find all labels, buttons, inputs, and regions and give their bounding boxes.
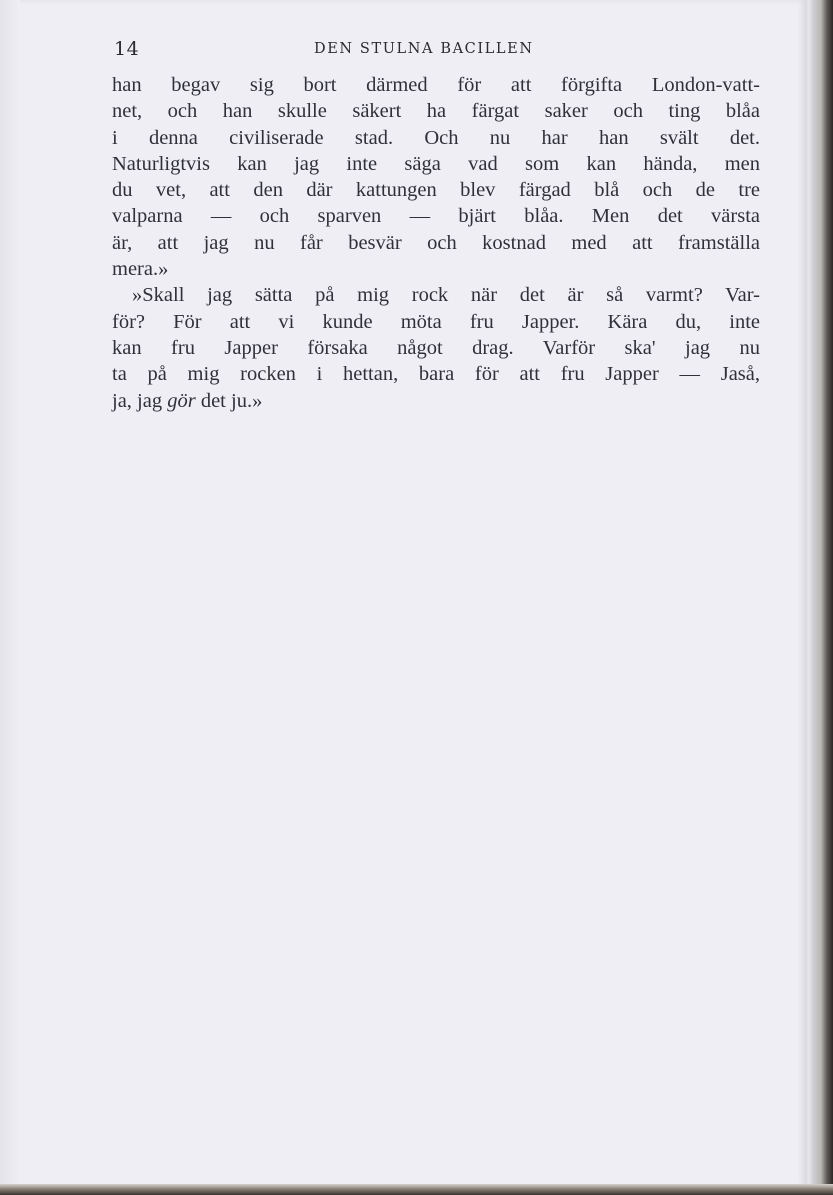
- text-line: Naturligtvis kan jag inte säga vad som kan hända, men: [112, 152, 760, 175]
- text-line: kan fru Japper försaka något drag. Varför ska' jag nu: [112, 336, 760, 359]
- page-number: 14: [114, 38, 140, 60]
- running-head: [114, 38, 754, 64]
- text-line: mera.»: [112, 258, 169, 281]
- text-line: han begav sig bort därmed för att förgifta London-vatt-: [112, 74, 760, 96]
- running-title: DEN STULNA BACILLEN: [314, 41, 534, 57]
- page-edge: [805, 0, 833, 1195]
- text-line: net, och han skulle säkert ha färgat saker och ting blåa: [112, 100, 760, 123]
- page-bottom-edge: [0, 1184, 833, 1195]
- text-fragment: ja, jag: [112, 389, 168, 412]
- text-line: »Skall jag sätta på mig rock när det är så varmt? Var-: [132, 284, 760, 307]
- text-line: du vet, att den där kattungen blev färgad blå och de tre: [112, 179, 760, 202]
- paragraph: [112, 72, 760, 282]
- page-gutter: [0, 0, 20, 1188]
- text-line: ta på mig rocken i hettan, bara för att fru Japper — Jaså,: [112, 363, 760, 386]
- text-line: [112, 388, 760, 414]
- text-fragment: det ju.»: [195, 389, 263, 412]
- text-line: för? För att vi kunde möta fru Japper. Kära du, inte: [112, 310, 760, 333]
- paragraph: [112, 282, 760, 413]
- text-line: valparna — och sparven — bjärt blåa. Men det värsta: [112, 205, 760, 228]
- body-text: [112, 72, 760, 414]
- emphasized-word: gör: [167, 389, 196, 412]
- text-line: är, att jag nu får besvär och kostnad med att framställa: [112, 231, 760, 254]
- text-line: i denna civiliserade stad. Och nu har han svält det.: [112, 126, 760, 149]
